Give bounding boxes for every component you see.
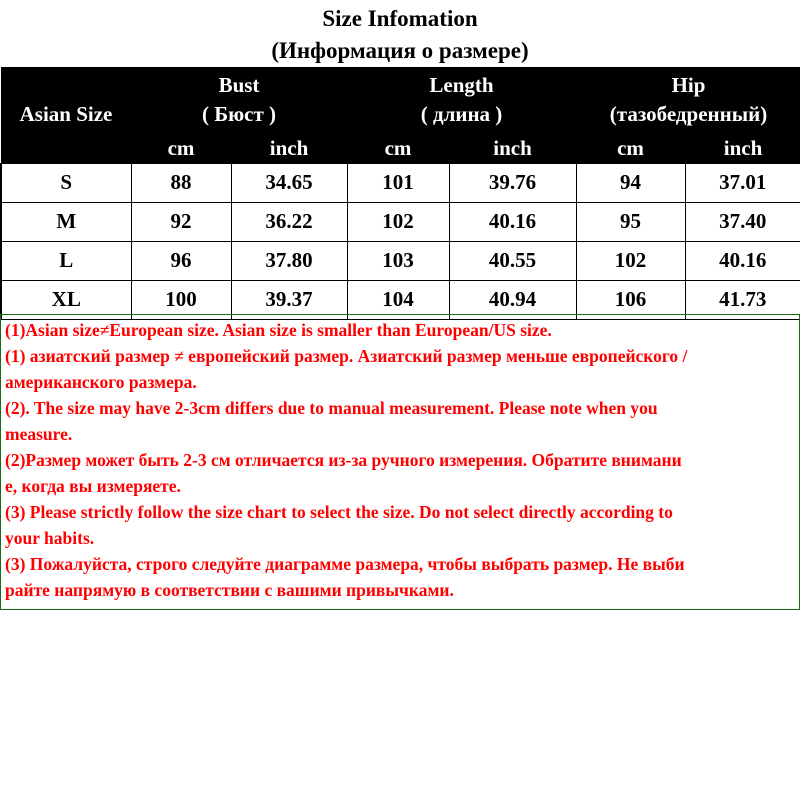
- value-cell: 94: [576, 163, 685, 202]
- size-table: [0, 67, 800, 320]
- note-line: (2)Размер может быть 2-3 см отличается из-за ручного измерения. Обратите внимани: [5, 450, 682, 470]
- value-cell: 36.22: [231, 202, 347, 241]
- value-cell: 92: [131, 202, 231, 241]
- note-line: (3) Пожалуйста, строго следуйте диаграмме размера, чтобы выбрать размер. Не выби: [5, 554, 685, 574]
- unit-header: cm: [131, 133, 231, 163]
- value-cell: 95: [576, 202, 685, 241]
- table-row: [1, 163, 800, 202]
- size-cell: M: [1, 202, 131, 241]
- value-cell: 104: [347, 280, 449, 319]
- note-line: your habits.: [5, 528, 95, 548]
- hip-header-name: Hip: [671, 73, 706, 97]
- hip-header: [576, 67, 800, 133]
- unit-header: inch: [685, 133, 800, 163]
- value-cell: 34.65: [231, 163, 347, 202]
- value-cell: 40.16: [449, 202, 576, 241]
- table-header-row: [1, 67, 800, 133]
- bust-header-name: Bust: [218, 73, 260, 97]
- note-line: (1)Asian size≠European size. Asian size is smaller than European/US size.: [5, 320, 552, 340]
- length-header-sub: ( длина ): [420, 102, 503, 126]
- length-header-name: Length: [429, 73, 494, 97]
- note-line: е, когда вы измеряете.: [5, 476, 181, 496]
- value-cell: 106: [576, 280, 685, 319]
- value-cell: 41.73: [685, 280, 800, 319]
- unit-header: cm: [347, 133, 449, 163]
- value-cell: 40.16: [685, 241, 800, 280]
- size-cell: XL: [1, 280, 131, 319]
- value-cell: 101: [347, 163, 449, 202]
- value-cell: 40.55: [449, 241, 576, 280]
- hip-header-sub: (тазобедренный): [609, 102, 768, 126]
- note-line: (2). The size may have 2-3cm differs due to manual measurement. Please note when you: [5, 398, 658, 418]
- length-header: [347, 67, 576, 133]
- value-cell: 96: [131, 241, 231, 280]
- unit-header: inch: [449, 133, 576, 163]
- value-cell: 102: [347, 202, 449, 241]
- unit-header: cm: [576, 133, 685, 163]
- value-cell: 103: [347, 241, 449, 280]
- note-line: (3) Please strictly follow the size chart to select the size. Do not select directly according to: [5, 502, 673, 522]
- note-line: американского размера.: [5, 372, 197, 392]
- value-cell: 37.40: [685, 202, 800, 241]
- value-cell: 39.37: [231, 280, 347, 319]
- value-cell: 88: [131, 163, 231, 202]
- value-cell: 100: [131, 280, 231, 319]
- size-cell: L: [1, 241, 131, 280]
- note-line: райте напрямую в соответствии с вашими привычками.: [5, 580, 454, 600]
- table-row: [1, 202, 800, 241]
- bust-header-sub: ( Бюст ): [201, 102, 277, 126]
- value-cell: 37.01: [685, 163, 800, 202]
- asian-size-header: Asian Size: [1, 67, 131, 163]
- size-cell: S: [1, 163, 131, 202]
- value-cell: 102: [576, 241, 685, 280]
- unit-header: inch: [231, 133, 347, 163]
- note-line: (1) азиатский размер ≠ европейский размер. Азиатский размер меньше европейского /: [5, 346, 688, 366]
- notes-box: [0, 314, 800, 610]
- bust-header: [131, 67, 347, 133]
- value-cell: 40.94: [449, 280, 576, 319]
- value-cell: 37.80: [231, 241, 347, 280]
- page-subtitle: (Информация о размере): [271, 38, 529, 63]
- table-row: [1, 241, 800, 280]
- page-title: Size Infomation: [322, 6, 478, 31]
- note-line: measure.: [5, 424, 73, 444]
- value-cell: 39.76: [449, 163, 576, 202]
